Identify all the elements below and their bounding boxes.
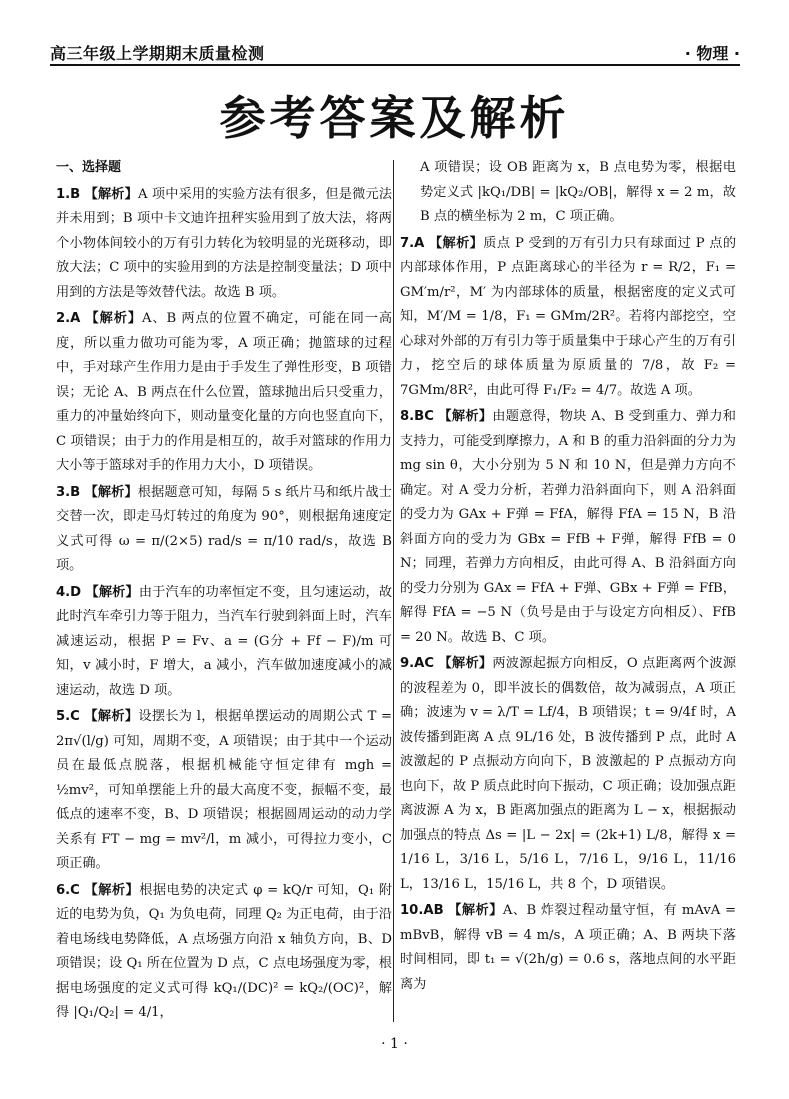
page-title: 参考答案及解析 xyxy=(219,91,570,145)
answer-key-4: 4.D xyxy=(56,584,82,600)
answer-key-1: 1.B xyxy=(56,186,81,202)
answer-item-3 xyxy=(56,481,392,579)
analysis-tag-1: 【解析】 xyxy=(84,186,139,202)
answer-key-8: 8.BC xyxy=(400,409,434,424)
answer-key-10: 10.AB xyxy=(400,903,444,918)
answer-item-6 xyxy=(56,879,392,1026)
exam-title: 高三年级上学期期末质量检测 xyxy=(50,44,265,63)
analysis-tag-7: 【解析】 xyxy=(428,235,484,251)
answer-item-9 xyxy=(400,652,736,897)
right-column xyxy=(400,156,736,1026)
answer-text-5: 设摆长为 l，根据单摆运动的周期公式 T = 2π√(l/g) 可知，周期不变，A 项错误；由于其中一个运动员在最低点脱落，根据机械能守恒定律有 mgh = ½mv²，可知单摆能上升的最大高度不变，振幅不变，最低点的速率不变，B、D 项错误；根据圆周运动的动力学关系有 FT − mg = mv²/l，m 减小，可得拉力变小，C 项正确。 xyxy=(56,709,392,871)
analysis-tag-10: 【解析】 xyxy=(448,903,503,918)
answer-key-2: 2.A xyxy=(56,311,81,326)
answer-text-4: 由于汽车的功率恒定不变，且匀速运动，故此时汽车牵引力等于阻力，当汽车行驶到斜面上时，汽车减速运动，根据 P = Fv、a = (G分 + Ff − F)/m 可知，v 减小时，F 增大，a 减小，汽车做加速度减小的减速运动，故选 D 项。 xyxy=(56,584,392,698)
analysis-tag-9: 【解析】 xyxy=(438,656,493,671)
answer-item-4 xyxy=(56,581,392,704)
answer-text-3: 根据题意可知，每隔 5 s 纸片马和纸片战士交替一次，即走马灯转过的角度为 90°，则根据角速度定义式可得 ω = π/(2×5) rad/s = π/10 rad/s，故选 B 项。 xyxy=(56,484,392,573)
answer-text-6: 根据电势的决定式 φ = kQ/r 可知，Q₁ 附近的电势为负，Q₁ 为负电荷，同理 Q₂ 为正电荷，由于沿着电场线电势降低，A 点场强方向沿 x 轴负方向，B、D 项错误；设 Q₁ 所在位置为 D 点，C 点电场强度为零，根据电场强度的定义式可得 kQ₁/(DC)² = kQ₂/(OC)²，解得 |Q₁/Q₂| = 4/1， xyxy=(56,882,392,1020)
subject-label: · 物理 · xyxy=(684,44,740,63)
column-divider xyxy=(393,160,394,1022)
answer-item-8 xyxy=(400,405,736,650)
page-number: · 1 · xyxy=(381,1036,408,1052)
answer-text-7: 质点 P 受到的万有引力只有球面过 P 点的内部球体作用，P 点距离球心的半径为 r = R/2，F₁ = GM′m/r²，M′ 为内部球体的质量，根据密度的定义式可知，M′/M = 1/8，F₁ = GMm/2R²。若将内部挖空，空心球对外部的万有引力等于质量集中于球心产生的万有引力，挖空后的球体质量为原质量的 7/8，故 F₂ = 7GMm/8R²，由此可得 F₁/F₂ = 4/7。故选 A 项。 xyxy=(400,235,736,398)
answer-key-5: 5.C xyxy=(56,709,80,724)
answer-item-10 xyxy=(400,899,736,997)
analysis-tag-3: 【解析】 xyxy=(84,484,138,500)
answer-item-1 xyxy=(56,183,392,306)
answer-key-6: 6.C xyxy=(56,882,80,898)
page-header xyxy=(50,40,740,66)
analysis-tag-5: 【解析】 xyxy=(84,709,139,724)
answer-text-8: 由题意得，物块 A、B 受到重力、弹力和支持力，可能受到摩擦力，A 和 B 的重力沿斜面的分力为 mg sin θ，大小分别为 5 N 和 10 N，但是弹力方向不确定。对 A 受力分析，若弹力沿斜面向下，则 A 沿斜面的受力为 GAx + F弹 = FfA，解得 FfA = 15 N，B 沿斜面方向的受力为 GBx = FfB + F弹，解得 FfB = 0 N；同理，若弹力方向相反，由此可得 A、B 沿斜面方向的受力分别为 GAx = FfA + F弹、GBx + F弹 = FfB，解得 FfA = −5 N（负号是由于与设定方向相反）、FfB = 20 N。故选 B、C 项。 xyxy=(400,409,736,645)
answer-text-1: A 项中采用的实验方法有很多，但是微元法并未用到；B 项中卡文迪许扭秤实验用到了放大法，将两个小物体间较小的万有引力转化为较明显的光斑移动，即放大法；C 项中的实验用到的方法是控制变量法；D 项中用到的方法是等效替代法。故选 B 项。 xyxy=(56,186,392,300)
answer-text-6-cont: A 项错误；设 OB 距离为 x，B 点电势为零，根据电势定义式 |kQ₁/DB| = |kQ₂/OB|，解得 x = 2 m，故 B 点的横坐标为 2 m，C 项正确。 xyxy=(420,160,736,224)
answer-item-7 xyxy=(400,232,736,404)
answer-key-7: 7.A xyxy=(400,235,425,251)
answer-item-5 xyxy=(56,705,392,877)
answer-key-3: 3.B xyxy=(56,484,81,500)
section-heading: 一、选择题 xyxy=(56,160,122,175)
analysis-tag-8: 【解析】 xyxy=(438,409,493,424)
answer-item-6-continued xyxy=(400,156,736,230)
analysis-tag-4: 【解析】 xyxy=(85,584,139,600)
answer-text-2: A、B 两点的位置不确定，可能在同一高度，所以重力做功可能为零，A 项正确；抛篮球的过程中，手对球产生作用力是由于手发生了弹性形变，B 项错误；无论 A、B 两点在什么位置，篮球抛出后只受重力，重力的冲量始终向下，则动量变化量的方向也竖直向下，C 项错误；由于力的作用是相互的，故手对篮球的作用力大小等于篮球对手的作用力大小，D 项错误。 xyxy=(56,311,392,473)
answer-text-10: A、B 炸裂过程动量守恒，有 mAvA = mBvB，解得 vB = 4 m/s，A 项正确；A、B 两块下落时间相同，即 t₁ = √(2h/g) = 0.6 s，落地点间的水平距离为 xyxy=(400,903,736,992)
answer-key-9: 9.AC xyxy=(400,656,435,671)
answer-item-2 xyxy=(56,307,392,479)
answer-text-9: 两波源起振方向相反，O 点距离两个波源的波程差为 0，即半波长的偶数倍，故为减弱点，A 项正确；波速为 v = λ/T = Lf/4，B 项错误；t = 9/4f 时，A 波传播到距离 A 点 9L/16 处，B 波传播到 P 点，此时 A 波激起的 P 点振动方向向下，B 波激起的 P 点振动方向也向下，故 P 质点此时向下振动，C 项正确；设加强点距离波源 A 为 x，B 距离加强点的距离为 L − x，根据振动加强点的特点 Δs = |L − 2x| = (2k+1) L/8，解得 x = 1/16 L，3/16 L，5/16 L，7/16 L，9/16 L，11/16 L，13/16 L，15/16 L，共 8 个，D 项错误。 xyxy=(400,656,736,892)
analysis-tag-6: 【解析】 xyxy=(84,882,140,898)
left-column xyxy=(56,156,392,1026)
analysis-tag-2: 【解析】 xyxy=(85,311,142,326)
